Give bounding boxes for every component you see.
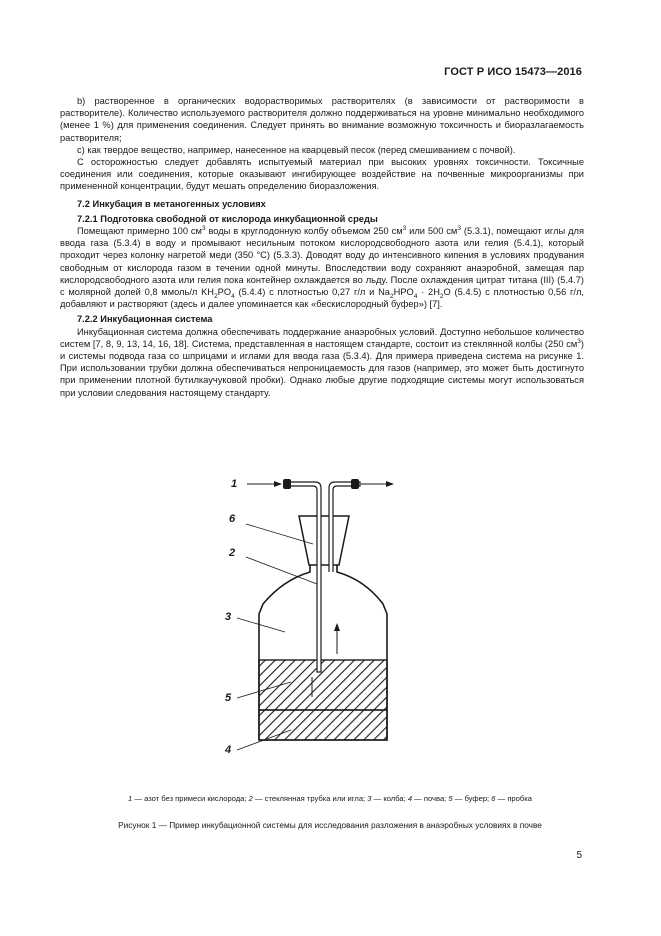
paragraph-c: c) как твердое вещество, например, нанесенное на кварцевый песок (перед смешиванием с почвой). (77, 144, 516, 155)
soil-layer (259, 710, 387, 740)
section-7-2-title: 7.2 Инкубация в метаногенных условиях (77, 198, 266, 209)
buffer-layer (259, 660, 387, 710)
label-6: 6 (229, 513, 236, 525)
label-4: 4 (225, 744, 232, 756)
inlet-connector (283, 479, 291, 489)
label-3: 3 (225, 611, 232, 623)
figure-caption: Рисунок 1 — Пример инкубационной системы для исследования разложения в анаэробных условиях в почве (118, 820, 542, 830)
inlet-tube (285, 482, 321, 672)
label-2: 2 (229, 547, 236, 559)
paragraph-caution: С осторожностью следует добавлять испытуемый материал при высоких уровнях токсичности. Токсичные соединения или соединения, которые оказывают ингибирующее воздействие на почвенные микроорганизмы при примененной концентрации, будут мешать определению биоразложения. (60, 157, 584, 192)
page-header: ГОСТ Р ИСО 15473—2016 (444, 66, 582, 78)
paragraph-b: b) растворенное в органических водорастворимых растворителях (в зависимости от растворимости в растворителе). Количество используемого растворителя должно поддерживаться на уровне минимально необходимого (менее 1 %) для применения соединения. Следует принять во внимание возможную токсичность и биоразлагаемость растворителя; (60, 96, 584, 143)
section-7-2-1-title: 7.2.1 Подготовка свободной от кислорода инкубационной среды (77, 213, 378, 224)
section-7-2-2-title: 7.2.2 Инкубационная система (77, 314, 213, 325)
outlet-connector (351, 479, 359, 489)
stopper (299, 516, 349, 565)
incubation-system-figure (225, 472, 405, 792)
paragraph-7-2-2: Инкубационная система должна обеспечивать поддержание анаэробных условий. Доступно небольшое количество систем [7, 8, 9, 13, 14, 16, 18]. Система, представленная в настоящем стандарте, состоит из стеклянной колбы (250 $см^3$) и системы подвода газа со шприцами и иглами для ввода газа (5.3.4). Для примера приведена система на рисунке 1. При использовании трубки должна обеспечиваться непроницаемость для газов (например, это может быть достигнуто при применении плотной бутилкаучуковой пробки). Однако любые другие подходящие системы могут использоваться при условии следования настоящему стандарту. (60, 326, 584, 398)
label-5: 5 (225, 692, 232, 704)
document-body (60, 95, 584, 399)
page-number: 5 (576, 850, 582, 861)
figure-legend: 1 — азот без примеси кислорода; 2 — стеклянная трубка или игла; 3 — колба; 4 — почва; 5 — буфер; 6 — пробка (128, 794, 532, 803)
label-1: 1 (231, 478, 238, 490)
paragraph-7-2-1: Помещают примерно 100 $см^3$ воды в круглодонную колбу объемом 250 $см^3$ или 500 $см^3$ (5.3.1), помещают иглы для ввода газа (5.3.4) в воду и промывают несильным потоком кислородсвободного азота или гелия (5.4.1), который проходит через колонку нагретой меди (350 °C) (5.3.3). Доводят воду до интенсивного кипения в условиях продувания свободным от кислорода газом в течении одной минуты. Впоследствии воду сохраняют анаэробной, замещая пар кислородсвободного азота или гелия пока контейнер охлаждается во льду. После охлаждения цитрат титана (III) (5.4.7) с молярной долей 0,8 ммоль/л $KH_2PO_4$ (5.4.4) с плотностью 0,27 г/л и $Na_2HPO_4 \cdot 2H_2O$ (5.4.5) с плотностью 0,56 г/л, добавляют и растворяют (здесь и далее упоминается как «бескислородный буфер») [7]. (60, 224, 585, 310)
